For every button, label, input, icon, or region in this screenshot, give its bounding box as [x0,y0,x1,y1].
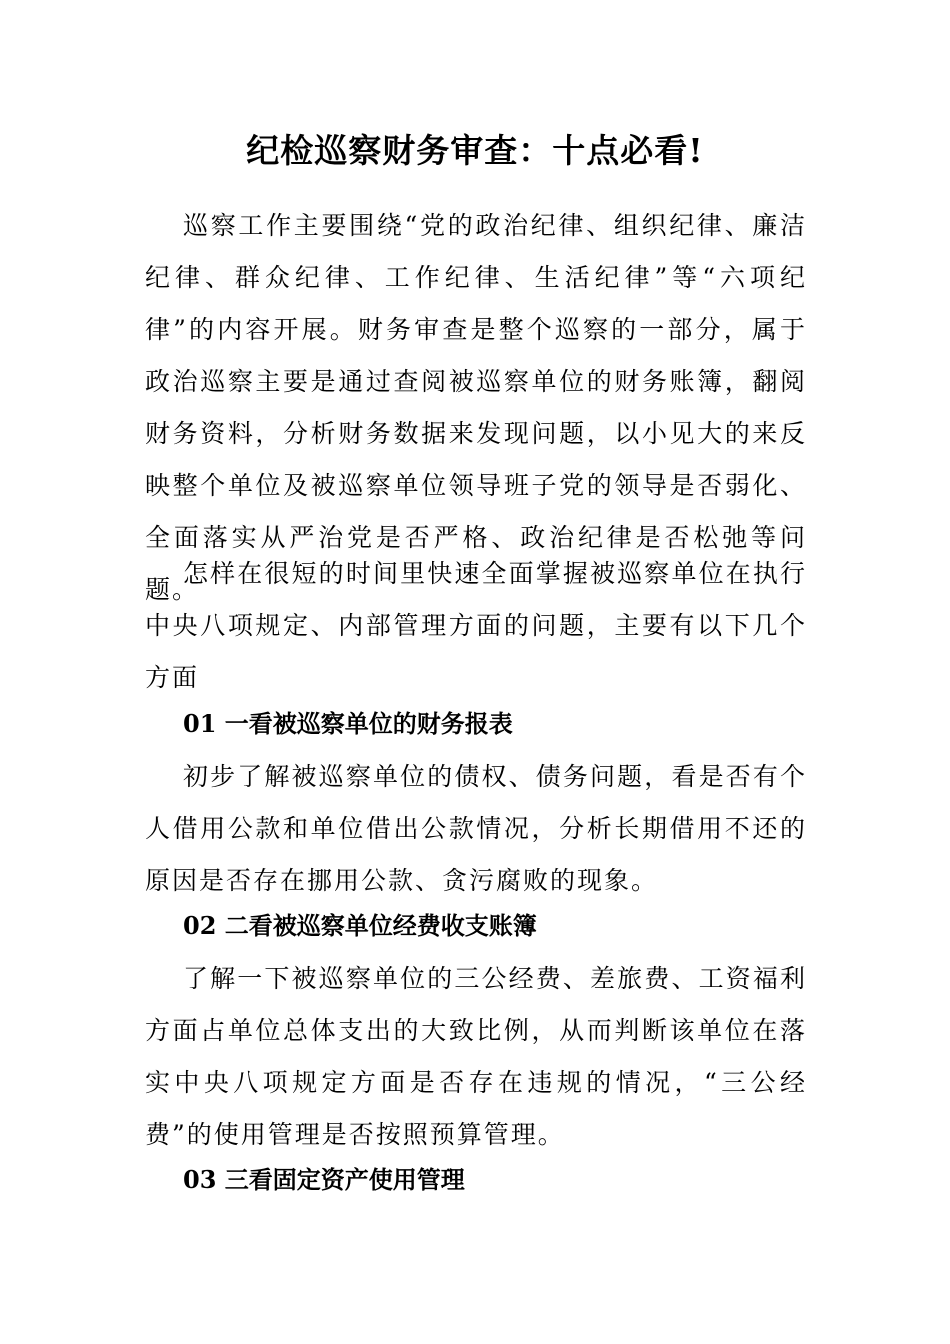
section-heading-02: 02 二看被巡察单位经费收支账簿 [183,911,537,940]
intro-paragraph-2: 怎样在很短的时间里快速全面掌握被巡察单位在执行中央八项规定、内部管理方面的问题，主要有以下几个方面 [145,559,807,692]
section-heading-03: 03 三看固定资产使用管理 [183,1165,465,1194]
document-title: 纪检巡察财务审查：十点必看! [246,131,704,170]
section-body-01: 初步了解被巡察单位的债权、债务问题，看是否有个人借用公款和单位借出公款情况，分析长期借用不还的原因是否存在挪用公款、贪污腐败的现象。 [145,762,807,895]
intro-paragraph-1: 巡察工作主要围绕“党的政治纪律、组织纪律、廉洁纪律、群众纪律、工作纪律、生活纪律”等“六项纪律”的内容开展。财务审查是整个巡察的一部分，属于政治巡察主要是通过查阅被巡察单位的财务账簿，翻阅财务资料，分析财务数据来发现问题，以小见大的来反映整个单位及被巡察单位领导班子党的领导是否弱化、全面落实从严治党是否严格、政治纪律是否松弛等问题。 [145,211,807,604]
section-heading-01: 01 一看被巡察单位的财务报表 [183,709,513,738]
section-body-02: 了解一下被巡察单位的三公经费、差旅费、工资福利方面占单位总体支出的大致比例，从而判断该单位在落实中央八项规定方面是否存在违规的情况，“三公经费”的使用管理是否按照预算管理。 [145,964,807,1149]
